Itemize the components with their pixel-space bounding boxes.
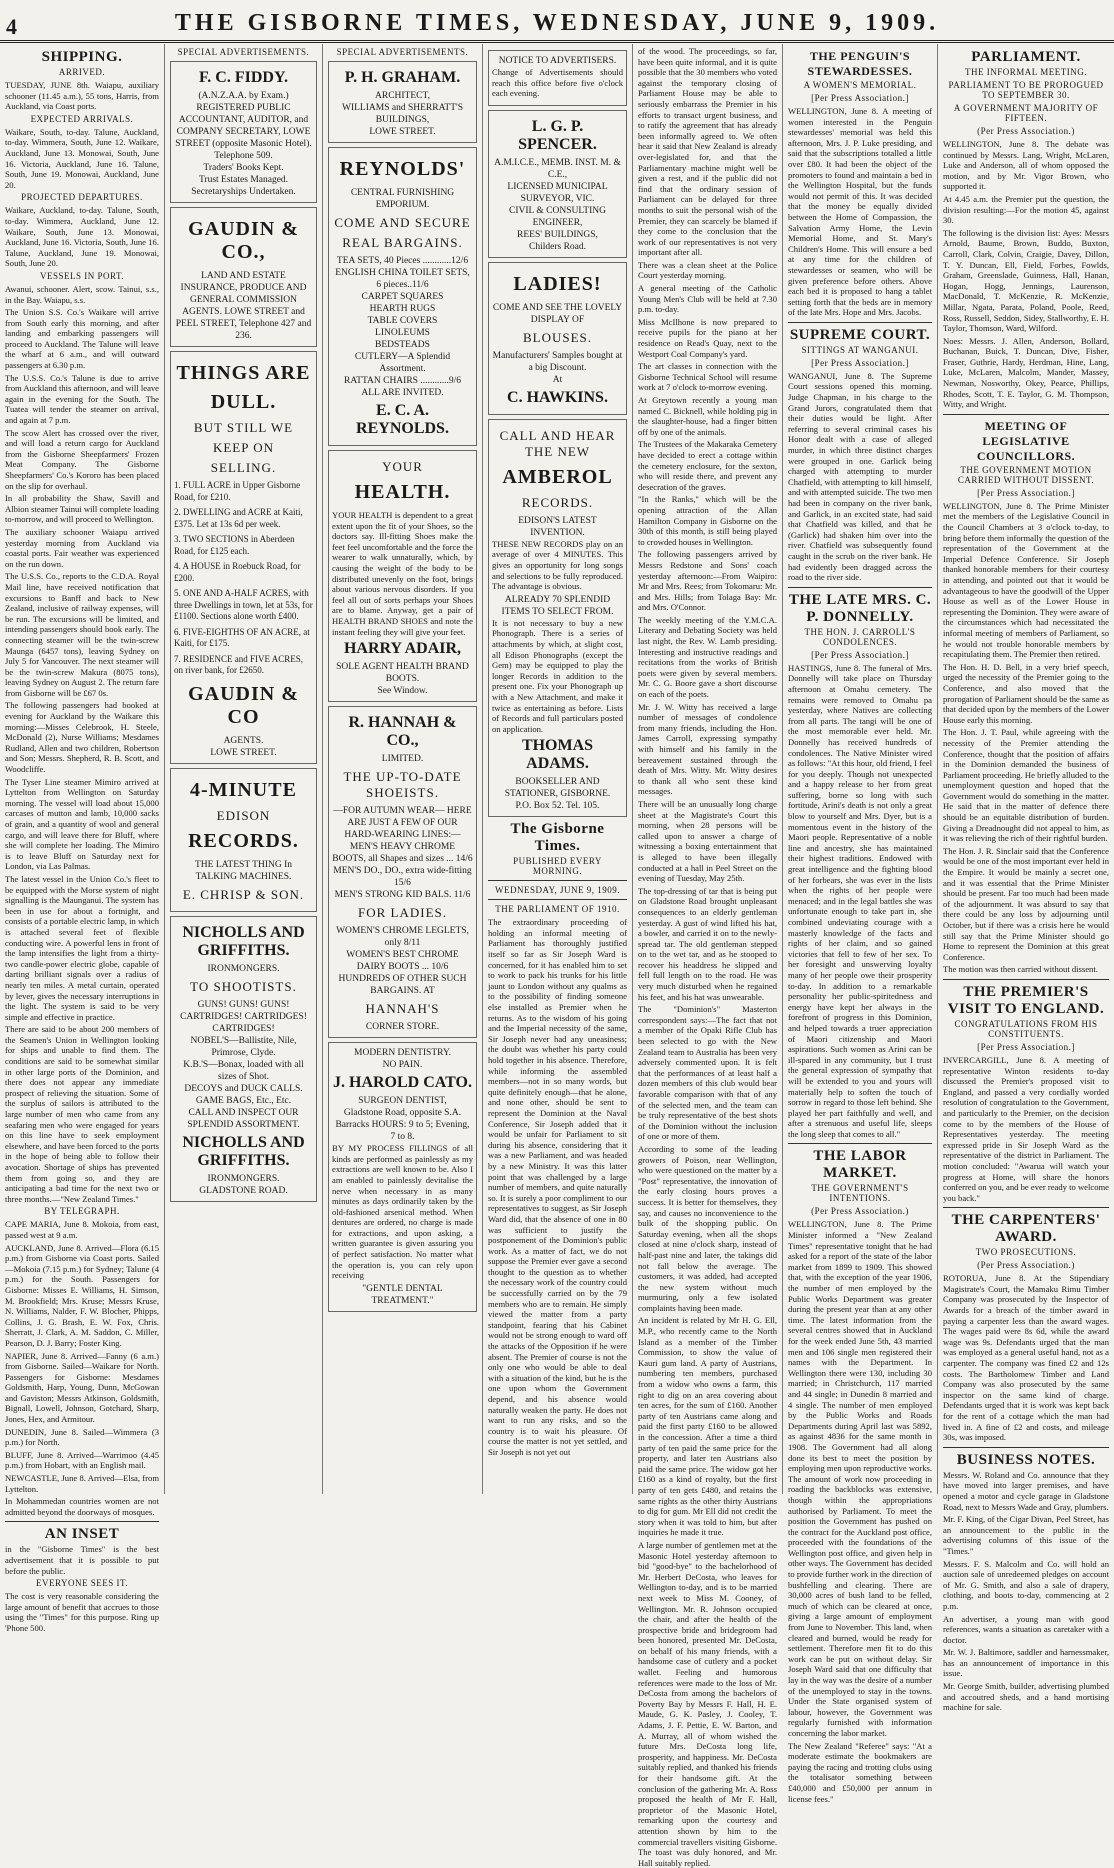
ad-line: CIVIL & CONSULTING ENGINEER, xyxy=(509,205,606,228)
divider xyxy=(943,414,1109,415)
reynolds-advertisement xyxy=(328,147,477,446)
divider xyxy=(488,880,627,881)
ad-line: SOLE AGENT HEALTH BRAND BOOTS. xyxy=(336,662,469,685)
ad-line: HEARTH RUGS xyxy=(369,304,436,314)
news-item: A large number of gentlemen met at the Masonic Hotel yesterday afternoon to bid "good-bye" to the bachelorhood of Mr. Herbert DeCosta, who leaves for Wellington to-day, and is to be married next week to Miss M. Cooney, of Wellington. Mr. R. Johnson occupied the chair, and after the health of the prospective bride and bridegroom had been honored, presented Mr. DeCosta, on behalf of his many friends, with a handsome case of cutlery and a pocket wallet. Feeling and humorous references were made to the loss of Mr. DeCosta from among the bachelors of Poverty Bay by Messrs F. Hall, H. E. Maude, G. K. Pasley, J. Cooley, T. Adams, J. F. Pettie, E. W. Barton, and A. Murray, all of whom wished the future Mrs. DeCosta long life, prosperity, and happiness. Mr. DeCosta suitably replied, and thanked his friends for their handsome gift. At the conclusion of the gathering Mr. A. Ross proposed the health of Mr F. Hall, proprietor of the Masonic Hotel, remarking upon the courtesy and attention shown by him to the commercial travellers visiting Gisborne. The toast was duly honored, and Mr. Hall suitably replied. xyxy=(638,1539,777,1868)
article-headline: PARLIAMENT. xyxy=(971,49,1081,65)
news-item: "In the Ranks," which will be the opening attraction of the Allan Hamilton Company in Gisborne on the 30th of this month, is still being played to crowded houses in Wellington. xyxy=(638,494,777,547)
ad-headline: DULL. xyxy=(210,391,277,413)
health-brand-advertisement xyxy=(328,450,477,702)
article-subheading: THE GOVERNMENT'S INTENTIONS. xyxy=(811,1183,909,1204)
divider xyxy=(788,322,932,323)
column-parliament xyxy=(938,44,1114,1713)
ad-headline: RECORDS. xyxy=(188,829,299,852)
ad-line: IRONMONGERS. xyxy=(207,963,280,974)
column-shipping xyxy=(0,44,165,1633)
vessels-in-port-subheading: VESSELS IN PORT. xyxy=(39,270,125,281)
ad-line: See Window. xyxy=(377,686,428,697)
advertiser-name: E. CHRISP & SON. xyxy=(182,886,305,902)
divider xyxy=(5,1521,159,1522)
column-local-news xyxy=(633,44,783,1868)
news-item: Miss McIlhone is now prepared to receive pupils for the piano at her residence on Read's Quay, next to the Westport Coal Company's yard. xyxy=(638,316,777,359)
ad-line: TEA SETS, 40 Pieces ............12/6 xyxy=(336,256,469,266)
an-inset-heading: AN INSET xyxy=(44,1526,120,1543)
ad-line: Gladstone Road, opposite S.A. Barracks HOURS: 9 to 5; Evening, 7 to 8. xyxy=(335,1108,470,1143)
article-subheading: A GOVERNMENT MAJORITY OF FIFTEEN. xyxy=(953,103,1099,123)
graham-advertisement xyxy=(328,61,477,143)
article-paragraph: In Mohammedan countries women are not admitted beyond the doorways of mosques. xyxy=(5,1496,159,1517)
news-item: There will be an unusually long charge sheet at the Magistrate's Court this morning, when 28 persons will be called upon to answer a charge of witnessing a boxing entertainment that is alleged to have been illegally conducted at a hall in Peel Street on the evening of Tuesday, May 25th. xyxy=(638,798,777,884)
projected-departures-subheading: PROJECTED DEPARTURES. xyxy=(21,192,143,203)
ad-line: Childers Road. xyxy=(529,241,586,252)
newspaper-nameplate: The Gisborne Times. xyxy=(510,821,605,855)
press-association-credit: [Per Press Association.] xyxy=(811,357,909,368)
edison-records-advertisement xyxy=(170,768,317,912)
ad-line: EDISON xyxy=(216,807,271,823)
newspaper-title: THE GISBORNE TIMES, WEDNESDAY, JUNE 9, 1909. xyxy=(174,10,940,36)
article-paragraph: WELLINGTON, June 8. The Prime Minister informed a "New Zealand Times" representative tonight that he had asked for a report of the state of the labor market from 1899 to 1909. This showed that, with the exception of the year 1906, the number of men employed by the Public Works Department was greater during the present year than at any other time. The latest information from the several centres showed that in Auckland for the week ended June 5th, 43 married men and 106 single men registered their names with the Department. In Wellington there were 130, including 30 married; in Christchurch, 117 married and 44 single; in Dunedin 8 married and 4 single. The number of men employed by the Public Works and Roads Departments during April last was 5892, as against 4836 for the same month in 1908. The Government had all along done its best to meet the position by employing men upon reproductive works. The amount of work now proceeding in roading the backblocks was extensive, though within the appropriations authorised by Parliament. To meet the position the Government has pushed on the contract for the Auckland post office, proceeded with the foundations of the Wellington post office, and given help in other ways. The Government has decided to provide further work in the direction of bushfelling and clearing. There are 30,000 acres of bush land to be felled, much of which can be cleared at once, giving a large amount of employment from June to November. This land, when cleared and burned, would be ready for settlement. Therefore men fit to do this work can be put on without delay. Sir Joseph Ward said that one difficulty that lay in the way was the desire of a number of the unemployed to stay in the towns. Under the State organised system of labour, however, the Government was regularly furnished with information concerning the labor market. xyxy=(788,1219,932,1738)
ad-line: BOOKSELLER AND STATIONER, GISBORNE. xyxy=(504,777,611,800)
advertiser-name: NICHOLLS AND GRIFFITHS. xyxy=(182,923,305,959)
article-headline: BUSINESS NOTES. xyxy=(956,1451,1096,1468)
news-item: The following passengers arrived by Messrs Redstone and Sons' coach yesterday afternoon:—From Waipiro: Mr and Mrs. Rees; from Tokomaru: Mr. and Mrs. Hills; from Tolaga Bay: Mr. and Mrs. O'Connor. xyxy=(638,549,777,613)
masthead xyxy=(0,0,1114,43)
article-subheading: CONGRATULATIONS FROM HIS CONSTITUENTS. xyxy=(954,1018,1098,1039)
ad-line: HUNDREDS OF OTHER SUCH BARGAINS. AT xyxy=(338,974,467,997)
property-list-item: 5. ONE AND A-HALF ACRES, with three Dwellings in town, let at 53s, for £1100. Sections alone worth £400. xyxy=(174,588,313,621)
article-paragraph: Mr. W. J. Baltimore, saddler and harnessmaker, has an announcement of importance in this issue. xyxy=(943,1647,1109,1679)
ad-line: REGISTERED PUBLIC ACCOUNTANT, AUDITOR, and COMPANY SECRETARY, LOWE STREET (opposite Masonic Hotel). Telephone 509. xyxy=(175,103,312,161)
ad-line: COME AND SEE THE LOVELY DISPLAY OF xyxy=(492,302,623,325)
article-paragraph: DUNEDIN, June 8. Sailed—Wimmera (3 p.m.) for North. xyxy=(5,1426,159,1448)
property-list-item: 7. RESIDENCE and FIVE ACRES, on river bank, for £2650. xyxy=(174,653,304,675)
column-notices-editorial xyxy=(483,44,633,1494)
article-headline: THE PREMIER'S VISIT TO ENGLAND. xyxy=(947,983,1105,1017)
dentist-advertisement xyxy=(328,1042,477,1312)
ad-line: BEDSTEADS xyxy=(375,340,430,350)
ad-line: EDISON'S LATEST INVENTION. xyxy=(518,515,597,538)
ad-body: Change of Advertisements should reach this office before five o'clock each evening. xyxy=(492,67,623,99)
ad-line: NOBEL'S—Ballistite, Nile, Primrose, Clyde. xyxy=(190,1035,297,1058)
ad-line: BUT STILL WE xyxy=(193,420,294,435)
article-paragraph: WANGANUI, June 8. The Supreme Court sessions opened this morning. Judge Chapman, in his charge to the Grand Jurors, congratulated them that their duties would be light. After referring to several criminal cases his Honor dealt with a case of alleged murder, in which three distinct charges were grouped in one. Garlick being charged with attempting to murder Chatfield, with attempting to kill himself, and with attempted suicide. The two men had been in company on the river bank, and Garlick, in an excited state, had said that Chatfield was killed, and that he (Garlick) had shaken him over into the river. Chatfield was subsequently found caught in the scrub on the river bank. He had evidently been dragged across the road to the river side. xyxy=(788,370,932,583)
article-headline: THE LATE MRS. C. P. DONNELLY. xyxy=(788,591,932,625)
ad-body: It is not necessary to buy a new Phonograph. There is a series of attachments by which, at slight cost, all Edison Phonographs (except the Gem) may be equipped to play the longer Records in addition to the present one. Fix your Phonograph up with a New Attachment, and make it twice as entertaining as before. Lists of Records and full particulars posted on application. xyxy=(492,617,623,734)
spencer-advertisement xyxy=(488,110,627,258)
ad-line: ALREADY 70 SPLENDID ITEMS TO SELECT FROM. xyxy=(501,594,614,617)
press-association-credit: [Per Press Association.] xyxy=(977,487,1075,498)
ad-line: ENGLISH CHINA TOILET SETS, 6 pieces..11/6 xyxy=(335,268,470,290)
ad-line: "GENTLE DENTAL TREATMENT." xyxy=(362,1283,443,1306)
news-item: The Trustees of the Makaraka Cemetery have decided to erect a cottage within the cemetery enclosure, for the sexton, who will reside there, and prevent any desecration of the graves. xyxy=(638,439,777,492)
ad-line: KEEP ON xyxy=(212,440,275,455)
ad-line: REES' BUILDINGS, xyxy=(517,229,598,240)
divider xyxy=(488,899,627,900)
property-list-item: 6. FIVE-EIGHTHS OF AN ACRE, at Kaiti, for £175. xyxy=(174,626,310,648)
article-paragraph: At 4.45 a.m. the Premier put the question, the division resulting:—For the motion 45, against 30. xyxy=(943,193,1109,226)
article-paragraph: The following is the division list: Ayes: Messrs Arnold, Baume, Brown, Buddo, Buxton, Carroll, Clark, Colvin, Craigie, Davey, Dillon, T. Y. Duncan, Ell, Field, Forbes, Fowlds, Graham, Greenslade, Guinness, Hall, Hanan, Hogan, Hogg, Jennings, Laurenson, MacDonald, T. McKenzie, R. McKenzie, Millar, Ngata, Parata, Poland, Poole, Reed, Ross, Russell, Seddon, Sidey, Stallworthy, E. H. Taylor, Thomson, Ward, Wilford. xyxy=(943,227,1109,334)
arrived-subheading: ARRIVED. xyxy=(58,67,106,77)
editorial-heading: THE PARLIAMENT OF 1910. xyxy=(495,904,620,915)
ad-line: DECOYS and DUCK CALLS. xyxy=(184,1083,303,1094)
ad-line: P.O. Box 52. Tel. 105. xyxy=(515,801,600,812)
ad-line: MEN'S DO., DO., extra wide-fitting 15/6 xyxy=(333,866,472,889)
article-paragraph: ROTORUA, June 8. At the Stipendiary Magistrate's Court, the Mamaku Rimu Timber Company was prosecuted by the Inspector of Awards for a breach of the timber award in paying a carpenter less than the award wages. The wages paid were 8s 6d, while the award wage was 9s. Defendants urged that the man was employed as a general useful hand, not as a carpenter. The company was fined £2 and 12s costs. The Bartholomew Timber and Land Company was also prosecuted by the same inspector on the same kind of charge. Defendants urged that it is work was kept back for the rent of a cottage which the man had lived in. A fine of £2 and costs, and mileage 30s, was imposed. xyxy=(943,1273,1109,1443)
ad-line: CENTRAL FURNISHING EMPORIUM. xyxy=(350,188,455,210)
press-association-credit: [Per Press Association.] xyxy=(811,93,909,103)
ad-line: SELLING. xyxy=(210,460,277,475)
article-paragraph: Awanui, schooner. Alert, scow. Tainui, s.s., in the Bay. Waiapu, s.s. xyxy=(5,283,159,305)
article-headline: SUPREME COURT. xyxy=(789,326,931,343)
ad-line: LICENSED MUNICIPAL SURVEYOR, VIC. xyxy=(507,181,608,204)
ad-line: At xyxy=(552,374,563,385)
ad-line: MEN'S HEAVY CHROME BOOTS, all Shapes and sizes ... 14/6 xyxy=(332,842,473,865)
ad-headline: LADIES! xyxy=(513,272,602,295)
ad-line: AGENTS. xyxy=(223,735,264,746)
news-item: According to some of the leading growers of Poison, near Wellington, who were questioned on the matter by a "Post" representative, the innovation of the early closing hours proves a success. It is better for themselves, they say, and causes no inconvenience to the bulk of the shopping public. On Saturday evening, when all the shops closed at nine o'clock sharp, instead of half-past nine and later, the takings did not fall below the average. The customers, it was added, had accepted the new system without much murmuring, only a few isolated complaints having been made. xyxy=(638,1143,777,1313)
advertiser-name: NICHOLLS AND GRIFFITHS. xyxy=(182,1133,305,1169)
advertiser-name: F. C. FIDDY. xyxy=(198,69,289,86)
ad-line: WILLIAMS and SHERRATT'S BUILDINGS, xyxy=(342,103,463,125)
ad-line: LIMITED. xyxy=(381,754,424,765)
ad-line: LOWE STREET. xyxy=(369,127,436,137)
ad-line: THE LATEST THING In TALKING MACHINES. xyxy=(194,859,292,882)
article-paragraph: The following passengers had booked at evening for Auckland by the Waikare this morning:—Misses Celebrook, H. Steele, McDonald (2), Nurse Williams; Mesdames Rudland, Allen and two children, Robertson and Son; Messrs. Shepherd, R. B. Scott, and Woodcliffe. xyxy=(5,700,159,775)
page-number: 4 xyxy=(6,14,17,39)
advertiser-name: HANNAH'S xyxy=(365,1001,440,1017)
article-paragraph: HASTINGS, June 8. The funeral of Mrs. Donnelly will take place on Thursday afternoon at Omahu cemetery. The remains were removed to Omahu pa yesterday, where Natives are collecting from all parts. The tangi will be one of the most memorable ever held. Mr. Donnelly has received hundreds of condolences. The Native Minister wired as follows: "At this hour, old friend, I feel for you deeply. Though not unexpected and a happy release to her from great suffering, borne so long with such fortitude, Arini's death is not only a great blow to yourself and Mrs. Dyer, but is a momentous event in the history of the Maori people. Representative of a noble line and ancestry, she has maintained their highest traditions. Endowed with great intelligence and the fighting blood of her forbears, she was ever in the lists when the rights of her people were menaced; and in the legal battles she was unfortunate enough to take part in, she combined undeviating courage with a masterly knowledge of the facts and rights of her claim, and so gained victories that fell to few of her sex. To her foresight and unswerving loyalty many of her people owe their prosperity to-day. In addition to a remarkable personality her public-spiritedness and energy have kept her always in the forefront of progress in this Dominion, and helped towards a truer appreciation of Maori citizenship and Maori aspirations. Such women as Arini can be ill-spared in any community, but I trust the general expression of sympathy that will be extended to you and yours will materially help to soften the touch of sorrow in regard to those left behind. She played her part faithfully and well, and after a strenuous and useful life, sleeps the long sleep that comes to all." xyxy=(788,662,932,1139)
special-advertisements-header: SPECIAL ADVERTISEMENTS. xyxy=(336,47,469,57)
article-paragraph: CAPE MARIA, June 8. Mokoia, from east, passed west at 9 a.m. xyxy=(5,1219,159,1240)
article-paragraph: The Hon. J. R. Sinclair said that the Conference would be one of the most important ever held in the Empire. It would be mainly a secret one, and it was essential that the Prime Minister should be present. Far too much had been made of the adjournment. It was absurd to say that there could be any loss by adjourning until October, but if there was a crisis here he would still say that the Prime Minister should go Home to represent the Dominion at this great Conference. xyxy=(943,845,1109,962)
ad-headline: THE UP-TO-DATE SHOEISTS. xyxy=(343,769,462,801)
notice-to-advertisers xyxy=(488,50,627,106)
property-list-item: 2. DWELLING and ACRE at Kaiti, £375. Let at 13s 6d per week. xyxy=(174,507,303,529)
ad-line: —FOR AUTUMN WEAR— HERE ARE JUST A FEW OF OUR HARD-WEARING LINES:— xyxy=(333,806,472,841)
ad-headline: TO SHOOTISTS. xyxy=(190,978,297,994)
ad-line: MODERN DENTISTRY. xyxy=(354,1048,451,1059)
special-advertisements-header: SPECIAL ADVERTISEMENTS. xyxy=(177,47,310,57)
ad-headline: HEALTH. xyxy=(354,481,451,503)
advertiser-name: C. HAWKINS. xyxy=(507,388,608,406)
news-item: A general meeting of the Catholic Young Men's Club will be held at 7.30 p.m. to-day. xyxy=(638,283,777,315)
ad-line: LINOLEUMS xyxy=(375,328,430,338)
ad-headline: 4-MINUTE xyxy=(190,778,297,801)
article-paragraph: Noes: Messrs. J. Allen, Anderson, Bollard, Buchanan, Buick, T. Duncan, Dive, Fisher, Fraser, Guthrie, Hardy, Herdman, Hine, Lang, Luke, McLaren, Malcolm, Mander, Massey, Newman, Nosworthy, Okey, Pearce, Phillips, Rhodes, Scott, T. E. Taylor, G. M. Thompson, Witty, and Wright. xyxy=(943,335,1109,410)
property-listings-advertisement xyxy=(170,351,317,764)
ad-headline: YOUR xyxy=(382,459,423,474)
article-paragraph: Messrs. W. Roland and Co. announce that they have moved into larger premises, and have opened a motor and cycle garage in Gladstone Road, next to Messrs Wade and Gray, plumbers. xyxy=(943,1469,1109,1512)
divider xyxy=(788,587,932,588)
article-paragraph: The Tyser Line steamer Mimiro arrived at Lyttelton from Wellington on Saturday morning. The vessel will load about 15,000 carcases of mutton and lamb, 10,000 sacks of grain, and a quantity of wool and general cargo, and will leave there for Bluff, where she will complete her loading. The Mimiro is to leave Bluff on Saturday next for London, via Las Palmas. xyxy=(5,776,159,872)
fiddy-advertisement xyxy=(170,61,317,203)
article-paragraph: The scow Alert has crossed over the river, and will load a return cargo for Auckland from the Gisborne Sheepfarmers' Frozen Meat Company. The Gisborne Sheepfarmers' Co.'s Kororo has been placed on the slip for overhaul. xyxy=(5,427,159,491)
advertiser-name: R. HANNAH & CO., xyxy=(348,714,457,750)
ad-line: Secretaryships Undertaken. xyxy=(191,187,296,197)
advertiser-name: E. C. A. REYNOLDS. xyxy=(356,402,449,437)
ad-body: THESE NEW RECORDS play on an average of over 4 MINUTES. This gives an opportunity for long songs and selections to be fully reproduced. The advantage is obvious. xyxy=(492,538,623,592)
editorial-dateline: WEDNESDAY, JUNE 9, 1909. xyxy=(494,885,620,896)
article-headline: MEETING OF LEGISLATIVE COUNCILLORS. xyxy=(976,418,1076,463)
ad-line: CUTLERY—A Splendid Assortment. xyxy=(354,352,451,374)
column-advertisements-left xyxy=(165,44,323,1494)
press-association-credit: (Per Press Association.) xyxy=(811,1206,909,1217)
nicholls-griffiths-advertisement xyxy=(170,916,317,1202)
article-paragraph: NAPIER, June 8. Arrived—Fanny (6 a.m.) from Gisborne. Sailed—Waikare for North. Passengers for Gisborne: Mesdames Goldsmith, Harp, Young, Dunn, McGowan and Gaviston; Messrs Atkinson, Goldsmith, Bignall, Lowell, Johnson, Gotchard, Sharp, Jones, Hex, and Armitour. xyxy=(5,1350,159,1425)
advertiser-name: THOMAS ADAMS. xyxy=(521,737,594,773)
article-paragraph: The U.S.S. Co., reports to the C.D.A. Royal Mail line, have received notification that excursions to Banff and back to New Zealand, inclusive of railway expenses, will be run. The excursions will be limited, and intending passengers should book early. The connecting steamer will be the twin-screw Maunga (6457 tons), leaving Sydney on July 5 for Vancouver. The next steamer will be the twin-screw Makura (8075 tons), leaving Sydney on August 2. The return fare from Gisborne will be £67 0s. xyxy=(5,571,159,698)
article-subheading: SITTINGS AT WANGANUI. xyxy=(801,344,919,355)
ad-headline: CALL AND HEAR THE NEW xyxy=(499,427,616,459)
ad-body: BY MY PROCESS FILLINGS of all kinds are performed as painlessly as my extractions are well known to be. Also I am enabled to painlessly devitalise the nerve when necessary in as many minutes as days ordinarily taken by the old-fashioned arsenical method. When dentures are ordered, no charge is made for extractions, and upon asking, a written guarantee is given assuring you of perfect satisfaction. No matter what the operation is, you can rely upon receiving xyxy=(332,1143,473,1281)
column-telegrams xyxy=(783,44,938,1804)
article-paragraph: The Hon. J. T. Paul, while agreeing with the necessity of the Premier attending the Conference, thought that the position of affairs in the Dominion demanded the business of Parliament proceeding. He briefly alluded to the unemployment question and hoped that the Government would do something in the matter. He said that in the matter of defence there should be an equitable distribution of burden. Giving a Dreadnought did not appeal to him, as it was relieving the rich of their rightful burden. xyxy=(943,727,1109,844)
article-paragraph: Mr. F. King, of the Cigar Divan, Peel Street, has an announcement to the public in the advertising columns of this issue of the "Times." xyxy=(943,1514,1109,1556)
article-paragraph: Mr. George Smith, builder, advertising plumbed and accoutred sheds, and a hand mortising machine for sale. xyxy=(943,1681,1109,1713)
ad-line: GAME BAGS, Etc., Etc. xyxy=(195,1095,292,1106)
article-paragraph: AUCKLAND, June 8. Arrived—Flora (6.15 p.m.) from Gisborne via Coast ports. Sailed—Mokoia (7.15 p.m.) for Sydney; Talune (4 p.m.) for the South. Passengers for Gisborne: Misses E. Williams, H. Simson, M. Brookfield; Mrs. Kruse; Messrs Kruse, N. Williams, Nalder, F. W. Blocher, Phipps, Collins, J. G. Brash, E. W. Fox, Chris. Sherratt, J. Clark, A. M. Saddon, C. Miller, Pearson, D. J. Barry; Foster King. xyxy=(5,1242,159,1348)
article-paragraph: NEWCASTLE, June 8. Arrived—Elsa, from Lyttelton. xyxy=(5,1473,159,1494)
published-line: PUBLISHED EVERY MORNING. xyxy=(513,856,602,877)
ad-line: (A.N.Z.A.A. by Exam.) xyxy=(198,91,289,101)
expected-arrivals-subheading: EXPECTED ARRIVALS. xyxy=(30,113,134,124)
ad-headline: BLOUSES. xyxy=(522,329,593,345)
article-paragraph: Waikare, Auckland, to-day. Talune, South, to-day. Wimmera, Auckland, June 12. Waikare, South, June 13. Monowai, Auckland, June 16. Victoria, South, June 16. Talune, Auckland, June 19. Monowai, South, June 20. xyxy=(5,205,159,269)
article-paragraph: Waikare, South, to-day. Talune, Auckland, to-day. Wimmera, South, June 12. Waikare, Auckland, June 13. Monowai, South, June 16. Victoria, Auckland, June 16. Talune, South, June 19. Monowai, Auckland, June 20. xyxy=(5,126,159,190)
ad-line: GUNS! GUNS! GUNS! xyxy=(197,999,290,1010)
ad-line: NO PAIN. xyxy=(382,1060,423,1071)
news-item: The weekly meeting of the Y.M.C.A. Literary and Debating Society was held last night, the Rev. W. Lamb presiding. Interesting and instructive readings and recitations from the works of British poets were given by several members. Mr. C. G. Boore gave a short discourse on each of the poets. xyxy=(638,614,777,700)
advertiser-name: HARRY ADAIR, xyxy=(343,640,462,658)
ad-line: COME AND SECURE xyxy=(334,215,471,230)
ad-line: K.B.'S—Bonax, loaded with all sizes of Shot. xyxy=(183,1059,304,1082)
article-paragraph: The auxiliary schooner Waiapu arrived yesterday morning from Auckland via coastal ports. Fair weather was experienced on the run down. xyxy=(5,526,159,569)
news-item: There was a clean sheet at the Police Court yesterday morning. xyxy=(638,259,777,281)
article-subheading: PARLIAMENT TO BE PROROGUED TO SEPTEMBER 30. xyxy=(948,80,1104,100)
article-subheading: TWO PROSECUTIONS. xyxy=(975,1247,1077,1258)
ad-headline: AMBEROL xyxy=(502,465,613,488)
divider xyxy=(943,1207,1109,1208)
amberol-advertisement xyxy=(488,419,627,818)
article-paragraph: WELLINGTON, June 8. The Prime Minister met the members of the Legislative Council in the Council Chambers at 3 o'clock to-day, to bring before them informally the question of the representation of the Government at the Imperial Defence Conference. Sir Joseph thanked honorable members for their courtesy in attending, and pointed out that it would be advantageous to have the goodwill of the Upper House as well as of the Lower House in representing the Dominion. They were aware of the circumstances which had necessitated the informal meeting of members of Parliament, so he would not trouble honorable members by recapitulating them. The Premier then retired. xyxy=(943,500,1109,660)
article-paragraph: BLUFF, June 8. Arrived—Warrimoo (4.45 p.m.) from Hobart, with an English mail. xyxy=(5,1449,159,1471)
press-association-credit: [Per Press Association.] xyxy=(977,1041,1075,1052)
ad-line: Trust Estates Managed. xyxy=(198,175,289,185)
shipping-heading: SHIPPING. xyxy=(41,49,123,65)
article-paragraph: WELLINGTON, June 8. A meeting of women interested in the Penguin stewardesses' memorial was held this afternoon, Mrs. J. P. Luke presiding, and said that the subscriptions totalled a little over £80. It had been the object of the promoters to found and maintain a bed in the Wellington Hospital, but the funds would not permit of this. It was decided that the money be equally divided between the Home of Compassion, the Salvation Army Home, the Levin Memorial Home, and St. Mary's Children's Home. This will ensure a bed at any time for the children of stewardesses or seamen, who will be given preference before others. Above each bed it is proposed to hang a tablet setting forth that the beds are in memory of the late Mrs. Hope and Mrs. Jacobs. xyxy=(788,106,932,318)
news-item: The "Dominion's" Masterton correspondent says:—The fact that not a member of the Opaki Rifle Club has been selected to go with the New Zealand team to Australia has been very adversely commented upon. It is felt that the performances of at least half a dozen members of this club would bear favorable comparison with that of any of the selected men, and the team can be truly representative of the best shots of the Dominion without the inclusion of one or more of them. xyxy=(638,1004,777,1142)
article-headline: THE PENGUIN'S STEWARDESSES. xyxy=(807,49,913,78)
divider xyxy=(943,1447,1109,1448)
article-headline: THE CARPENTERS' AWARD. xyxy=(951,1212,1101,1246)
hannah-advertisement xyxy=(328,706,477,1038)
property-list-item: 3. TWO SECTIONS in Aberdeen Road, for £125 each. xyxy=(174,534,295,556)
article-subheading: A WOMEN'S MEMORIAL. xyxy=(803,80,917,90)
ad-line: GLADSTONE ROAD. xyxy=(199,1185,288,1196)
news-item: The top-dressing of tar that is being put on Gladstone Road brought unpleasant consequences to an elderly gentleman yesterday. A gust of wind lifted his hat, a bowler, and carried it on to the newly-spread tar. The old gentleman stepped on to the wet tar, and as he stooped to recover his headdress he slipped and fell full length on to the road. He was very much disturbed when he regained his feet, and his hat was unwearable. xyxy=(638,885,777,1002)
ad-line: Manufacturers' Samples bought at a big Discount. xyxy=(492,350,623,373)
ad-body: YOUR HEALTH is dependent to a great extent upon the fit of your Shoes, so the doctors say. Ill-fitting Shoes make the feet feel uncomfortable and the force the wearer to walk unnaturally, which, by causing the weight of the body to be distributed unevenly on the foot, brings about various nervous disorders. If you feel all out of sorts perhaps your Shoes are to blame. Anyway, get a pair of HEALTH BRAND SHOES and note the instant feeling they will give your feet. xyxy=(332,510,473,637)
ad-line: TABLE COVERS xyxy=(367,316,438,326)
article-paragraph: TUESDAY, JUNE 8th. Waiapu, auxiliary schooner (11.45 a.m.), 55 tons, Harris, from Auckland, via Coast ports. xyxy=(5,80,159,112)
article-paragraph: in the "Gisborne Times" is the best advertisement that it is possible to put before the public. xyxy=(5,1544,159,1576)
article-paragraph: WELLINGTON, June 8. The debate was continued by Messrs. Lang, Wright, McLaren, Luke and Anderson, all of whom opposed the motion, and by Mr. Vigor Brown, who supported it. xyxy=(943,139,1109,192)
ad-line: CARPET SQUARES xyxy=(361,292,444,302)
ad-line: CALL AND INSPECT OUR SPLENDID ASSORTMENT. xyxy=(187,1107,300,1130)
editorial-text: of the wood. The proceedings, so far, have been quite informal, and it is quite possible that the 30 members who voted against the temporary closing of Parliament House may be able to seriously embarrass the Premier in his efforts to transact urgent business, and to ratify the agreement that has already been informally agreed to. We often hear it said that New Zealand is already over-legislated for, and that the Parliamentary machine might well be given a rest, and if the public did not find that the ordinary session of Parliament can be delayed for three months to suit the personal wish of the Premier, they can scarcely be blamed if they come to the conclusion that the work of our representatives is not very important after all. xyxy=(638,46,777,258)
ad-line: IRONMONGERS. xyxy=(207,1173,280,1184)
column-advertisements-right xyxy=(323,44,483,1494)
article-paragraph: The New Zealand "Referee" says: "At a moderate estimate the bookmakers are paying the racing and trotting clubs using the totalisator something between £40,000 and £50,000 per annum in license fees." xyxy=(788,1740,932,1804)
ad-line: CORNER STORE. xyxy=(365,1022,440,1033)
divider xyxy=(788,1143,932,1144)
gaudin-advertisement xyxy=(170,207,317,347)
ad-line: CARTRIDGES! CARTRIDGES! CARTRIDGES! xyxy=(180,1011,307,1034)
by-telegraph-subheading: BY TELEGRAPH. xyxy=(44,1206,120,1217)
article-paragraph: The U.S.S. Co.'s Talune is due to arrive from Auckland this afternoon, and will leave again in the evening for the South. The Tuatea will tender the steamer on arrival, and again at 7 p.m. xyxy=(5,372,159,426)
article-paragraph: The cost is very reasonable considering the large amount of benefit that accrues to those using the "Times" for this purpose. Ring up 'Phone 500. xyxy=(5,1591,159,1633)
article-paragraph: The latest vessel in the Union Co.'s fleet to be equipped with the Morse system of night signalling is the Maunganui. The system has been in use for about a fortnight, and consists of a portable electric lamp, in which is attached several feet of flexible conducting wire. A powerful lens in front of the lamp intensifies the light from a thirty-two candle-power electric globe, capable of darting brilliant signals over a radius of nearly ten miles. A metal curtain, operated by lever, gives the necessary interruptions in the light. The system is said to be very simple and effective in practice. xyxy=(5,873,159,1022)
advertiser-name: GAUDIN & CO xyxy=(188,682,299,728)
ad-line: MEN'S STRONG KID BALS. 11/6 xyxy=(334,890,471,901)
article-subheading: THE HON. J. CARROLL'S CONDOLENCES. xyxy=(804,626,916,647)
ad-line: A.M.I.C.E., MEMB. INST. M. & C.E., xyxy=(494,157,621,180)
editorial-text: The extraordinary proceeding of holding an informal meeting of Parliament has thoroughly justified itself so far as Sir Joseph Ward is concerned, for it has enabled him to set to work to pack his trunks for his little jaunt to London without any qualms as to the possibility of finding someone else installed as Premier when he returns. As to the wisdom of his going and the Imperial necessity of the same, Sir Joseph never had any uneasiness; the doubt was whether his party could hold together in his absence. Therefore, while informing the assembled members—not in so many words, but quite definitely enough—that he alone, and none other, should be sent to represent the Dominion at the Naval Conference, Sir Joseph added that it would be unfair for Parliament to sit during his absence, considering that it was a new Parliament, and was headed by a new Ministry. It was this latter point that was challenged by a large number of members, and quite naturally so. It is surely a poor compliment to our representatives to suggest, as Sir Joseph Ward did, that the absence of one in 80 was sufficient to justify the postponement of the Dominion's public work. As a matter of fact, we do not suppose the Premier ever gave a second thought to the question as to whether the necessary work of the country could be successfully carried on by the 79 members who are to remain. He simply viewed the matter from a party standpoint, fearing that his Cabinet would not be strong enough to ward off the attacks of the Opposition if he were absent. The Premier of course is not the only one who would be able to deal with a situation of the kind, but he is the one upon whom the Government depend, and his absence would naturally weaken the party. He does not want to run any risks, and so the country is to wait his pleasure. Of course the matter is not yet settled, and Sir Joseph is not yet out xyxy=(488,917,627,1457)
press-association-credit: [Per Press Association.] xyxy=(811,649,909,660)
ad-line: REAL BARGAINS. xyxy=(342,235,463,250)
ad-line: WOMEN'S BEST CHROME DAIRY BOOTS ... 10/6 xyxy=(346,950,459,973)
news-item: Mr. J. W. Witty has received a large number of messages of condolence from many friends, including the Hon. James Carroll, expressing sympathy with himself and his family in the bereavement sustained through the death of Mrs. Witty. Mr. Witty desires to thank all who sent these kind messages. xyxy=(638,701,777,797)
article-subheading: THE INFORMAL MEETING. xyxy=(965,67,1087,77)
press-association-credit: (Per Press Association.) xyxy=(977,1260,1075,1271)
article-paragraph: INVERCARGILL, June 8. A meeting of representative Winton residents to-day discussed the Premier's proposed visit to England, and passed a very cordially worded resolution of congratulation to the Government, and particularly to the Premier, on the decision come to by the members of the House of Representatives yesterday. The meeting expressed pride in Sir Joseph Ward as the representative of the district in Parliament. The motion concluded: "Awarua will watch your progress at Home, will share the honors conferred on you, and be ever ready to welcome you back." xyxy=(943,1054,1109,1203)
ad-headline: FOR LADIES. xyxy=(357,905,447,921)
article-headline: THE LABOR MARKET. xyxy=(813,1148,907,1182)
article-paragraph: The Hon. H. D. Bell, in a very brief speech, urged the necessity of the Premier going to the Conference, and also moved that the prorogation of Parliament should be the same as that decided upon by the members of the Lower House early this morning. xyxy=(943,661,1109,725)
news-item: At Greytown recently a young man named C. Bicknell, while holding pig in the slaughter-house, had a finger bitten off by one of the animals. xyxy=(638,395,777,437)
everyone-sees-it-subheading: EVERYONE SEES IT. xyxy=(35,1578,129,1589)
ad-line: NOTICE TO ADVERTISERS. xyxy=(498,56,617,66)
ad-headline: THINGS ARE xyxy=(176,362,311,384)
advertiser-name: GAUDIN & CO., xyxy=(188,218,299,263)
ad-line: ARCHITECT, xyxy=(375,91,430,101)
property-list-item: 4. A HOUSE in Roebuck Road, for £200. xyxy=(174,561,301,583)
article-subheading: THE GOVERNMENT MOTION CARRIED WITHOUT DISSENT. xyxy=(957,464,1095,485)
hawkins-advertisement xyxy=(488,262,627,415)
ad-line: Traders' Books Kept. xyxy=(203,163,284,173)
press-association-credit: (Per Press Association.) xyxy=(977,126,1075,136)
ad-line: SURGEON DENTIST, xyxy=(358,1096,447,1107)
ad-line: WOMEN'S CHROME LEGLETS, only 8/11 xyxy=(336,926,469,949)
article-paragraph: There are said to be about 200 members of the Seamen's Union in Wellington looking for ships and unable to find them. The conditions are said to be somewhat similar in other large ports of the Dominion, and there does not appear any immediate prospect of relieving the situation. Some of the surplus of sailors is attributed to the large number of men who came from any seafaring men who were engaged for years on this line have to seek employment elsewhere, and have been forced to the ports in the hope of being able to follow their avocation. Shortage of ships has prevented them from going so, and they are anticipating a bad time for the next two or three months.—"New Zealand Times." xyxy=(5,1024,159,1204)
advertiser-name: REYNOLDS' xyxy=(339,158,466,180)
article-paragraph: Messrs. F. S. Malcolm and Co. will hold an auction sale of unredeemed pledges on account of Mr. G. Smith, and also a sale of drapery, clothing, and boots to-day, commencing at 2 p.m. xyxy=(943,1558,1109,1611)
article-paragraph: The Union S.S. Co.'s Waikare will arrive from South early this morning, and after landing and embarking passengers will proceed to Auckland. The Talune will leave the wharf at 6 a.m., and will outward passengers at 6.30 p.m. xyxy=(5,307,159,371)
news-item: The art classes in connection with the Gisborne Technical School will resume work at 7 o'clock to-morrow evening. xyxy=(638,361,777,393)
article-paragraph: In all probability the Shaw, Savill and Albion steamer Tainui will complete loading to-morrow, and will proceed to Wellington. xyxy=(5,493,159,525)
property-list-item: 1. FULL ACRE in Upper Gisborne Road, for £210. xyxy=(174,480,301,502)
news-item: An incident is related by Mr H. G. Ell, M.P., who recently came to the North Island as a member of the Timber Commission, to show the value of Kauri gum land. A party of Austrians, numbering ten members, purchased from a widow who owns a farm, this right to dig on an area covering about ten acres, for the sum of £160. Another party of ten Austrians came along and paid the first party £160 to be allowed in the concession. After a time a third party of ten paid the same price for the property, and later ten Austrians also paid the same price. The widow got her £160 as a kind of royalty, but the first party of ten gets £480, and retains the same rights as the other thirty Austrians to dig for gum. Mr Ell did not credit the story when it was told to him, but after inquiries he made it true. xyxy=(638,1315,777,1538)
divider xyxy=(943,979,1109,980)
advertiser-name: L. G. P. SPENCER. xyxy=(518,117,597,153)
ad-line: RATTAN CHAIRS ............9/6 xyxy=(344,376,461,386)
advertiser-name: J. HAROLD CATO. xyxy=(333,1074,472,1092)
article-paragraph: The motion was then carried without dissent. xyxy=(943,964,1098,975)
ad-line: LAND AND ESTATE INSURANCE, PRODUCE AND GENERAL COMMISSION AGENTS. LOWE STREET and PEEL STREET, Telephone 427 and 236. xyxy=(175,271,312,341)
advertiser-name: P. H. GRAHAM. xyxy=(344,69,461,86)
ad-line: LOWE STREET. xyxy=(210,747,277,758)
article-paragraph: An advertiser, a young man with good references, wants a situation as caretaker with a doctor. xyxy=(943,1613,1109,1645)
ad-headline: RECORDS. xyxy=(521,494,594,510)
ad-line: ALL ARE INVITED. xyxy=(361,388,444,398)
